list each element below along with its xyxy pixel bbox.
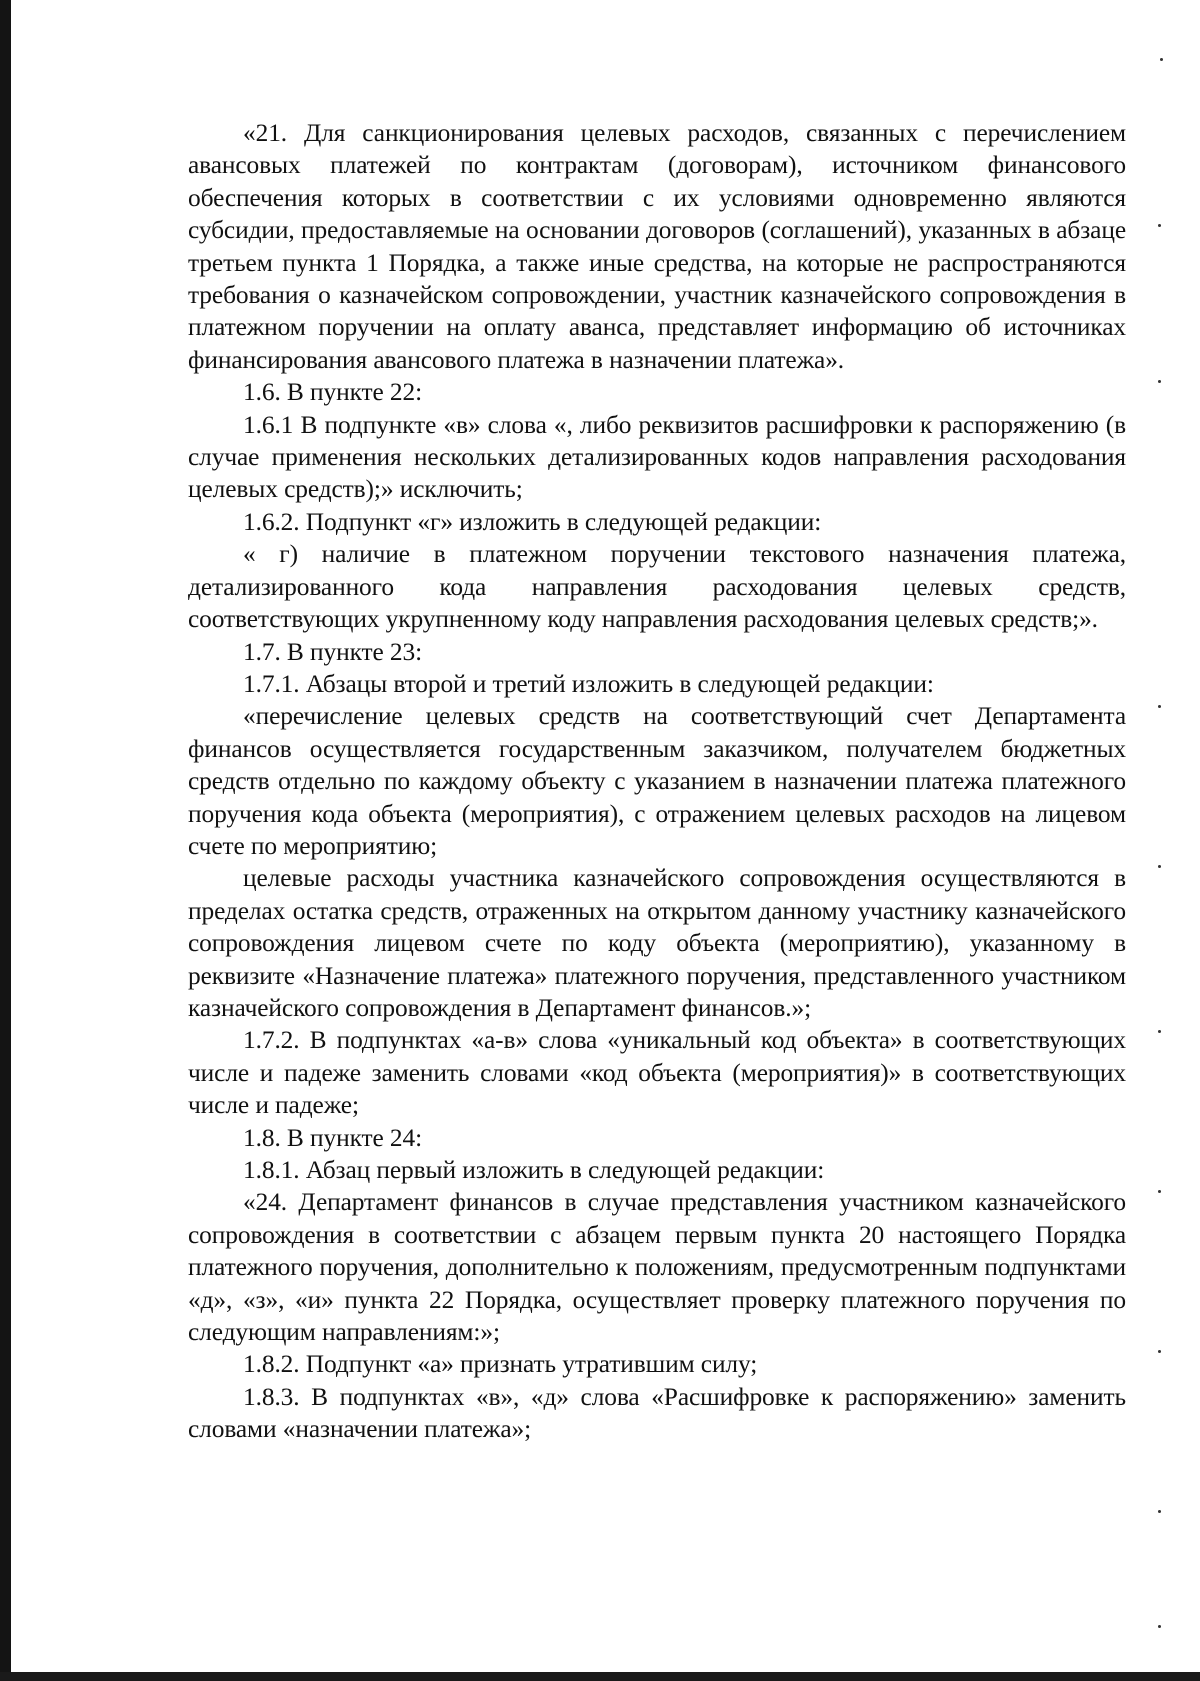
paragraph-1-8-heading: 1.8. В пункте 24: xyxy=(243,1123,423,1152)
scan-speck xyxy=(1158,1030,1161,1033)
paragraph-1-7-2: 1.7.2. В подпунктах «а-в» слова «уникальный код объекта» в соответствующих числе и падеже заменить словами «код объекта (мероприятия)» в соответствующих числе и падеже; xyxy=(188,1026,1126,1120)
paragraph-target-expenses: целевые расходы участника казначейского сопровождения осуществляются в пределах остатка средств, отраженных на открытом данному участнику казначейского сопровождения лицевом счете по коду объекта (мероприятию), указанному в реквизите «Назначение платежа» платежного поручения, представленного участником казначейского сопровождения в Департамент финансов.»; xyxy=(188,864,1126,1022)
scan-speck xyxy=(1158,224,1161,227)
paragraph-1-7-heading: 1.7. В пункте 23: xyxy=(243,637,423,666)
paragraph-transfer-quote: «перечисление целевых средств на соответствующий счет Департамента финансов осуществляется государственным заказчиком, получателем бюджетных средств отдельно по каждому объекту с указанием в назначении платежа платежного поручения кода объекта (мероприятия), с отражением целевых расходов на лицевом счете по мероприятию; xyxy=(188,702,1126,860)
paragraph-g-quote: « г) наличие в платежном поручении текстового назначения платежа, детализированного кода направления расходования целевых средств, соответствующих укрупненному коду направления расходования целевых средств;». xyxy=(188,540,1126,634)
paragraph-1-6-2: 1.6.2. Подпункт «г» изложить в следующей редакции: xyxy=(243,507,822,536)
scan-speck xyxy=(1158,865,1161,868)
paragraph-1-6-1: 1.6.1 В подпункте «в» слова «, либо реквизитов расшифровки к распоряжению (в случае применения нескольких детализированных кодов направления расходования целевых средств);» исключить; xyxy=(188,410,1126,504)
scan-speck xyxy=(1158,1350,1161,1353)
scan-speck xyxy=(1158,1625,1161,1628)
scan-speck xyxy=(1158,705,1161,708)
paragraph-1-8-1: 1.8.1. Абзац первый изложить в следующей редакции: xyxy=(243,1156,825,1184)
paragraph-1-6-heading: 1.6. В пункте 22: xyxy=(243,378,423,407)
scan-speck xyxy=(1158,1510,1161,1513)
scan-speck xyxy=(1160,58,1163,61)
document-body xyxy=(188,117,1126,1446)
paragraph-21-quote: «21. Для санкционирования целевых расходов, связанных с перечислением авансовых платежей по контрактам (договорам), источником финансового обеспечения которых в соответствии с их условиями одновременно являются субсидии, предоставляемые на основании договоров (соглашений), указанных в абзаце третьем пункта 1 Порядка, а также иные средства, на которые не распространяются требования о казначейском сопровождении, участник казначейского сопровождения в платежном поручении на оплату аванса, представляет информацию об источниках финансирования авансового платежа в назначении платежа». xyxy=(188,119,1126,374)
scan-left-border xyxy=(0,0,11,1681)
paragraph-1-8-3: 1.8.3. В подпунктах «в», «д» слова «Расшифровке к распоряжению» заменить словами «назначении платежа»; xyxy=(188,1382,1126,1444)
paragraph-1-8-2: 1.8.2. Подпункт «а» признать утратившим силу; xyxy=(243,1350,758,1379)
paragraph-1-7-1: 1.7.1. Абзацы второй и третий изложить в следующей редакции: xyxy=(243,669,934,698)
scan-bottom-border xyxy=(0,1672,1200,1681)
scan-speck xyxy=(1158,1190,1161,1193)
paragraph-24-quote: «24. Департамент финансов в случае представления участником казначейского сопровождения в соответствии с абзацем первым пункта 20 настоящего Порядка платежного поручения, дополнительно к положениям, предусмотренным подпунктами «д», «з», «и» пункта 22 Порядка, осуществляет проверку платежного поручения по следующим направлениям:»; xyxy=(188,1188,1126,1347)
scan-speck xyxy=(1158,380,1161,383)
